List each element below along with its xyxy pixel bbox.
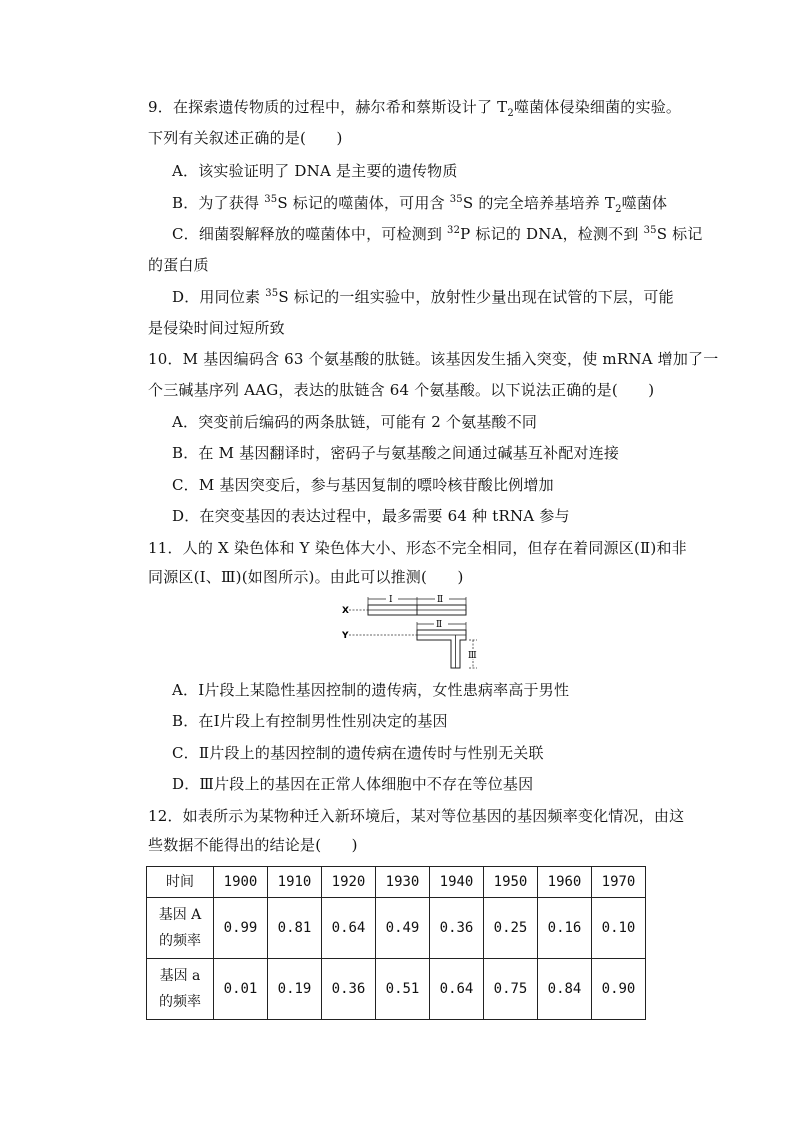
table-cell: 0.84 bbox=[538, 959, 592, 1020]
q10-stem-line2: 个三碱基序列 AAG，表达的肽链含 64 个氨基酸。以下说法正确的是( ) bbox=[148, 381, 655, 399]
q11-stem-line1: 11．人的 X 染色体和 Y 染色体大小、形态不完全相同，但存在着同源区(Ⅱ)和非 bbox=[148, 539, 687, 557]
q10-option-a: A．突变前后编码的两条肽链，可能有 2 个氨基酸不同 bbox=[172, 413, 538, 431]
table-cell: 0.75 bbox=[484, 959, 538, 1020]
row-label-gene-a: 基因 a 的频率 bbox=[147, 959, 214, 1020]
table-header-row bbox=[147, 867, 646, 898]
header-year-cell: 1930 bbox=[376, 867, 430, 898]
header-year-cell: 1900 bbox=[214, 867, 268, 898]
table-cell: 0.36 bbox=[322, 959, 376, 1020]
q11-option-b: B．在Ⅰ片段上有控制男性性别决定的基因 bbox=[172, 712, 448, 730]
q9-option-d-cont: 是侵染时间过短所致 bbox=[148, 319, 285, 337]
table-cell: 0.01 bbox=[214, 959, 268, 1020]
header-year-cell: 1970 bbox=[592, 867, 646, 898]
header-year-cell: 1940 bbox=[430, 867, 484, 898]
q11-option-a: A．Ⅰ片段上某隐性基因控制的遗传病，女性患病率高于男性 bbox=[172, 681, 570, 699]
table-cell: 0.16 bbox=[538, 898, 592, 959]
table-cell: 0.19 bbox=[268, 959, 322, 1020]
table-cell: 0.99 bbox=[214, 898, 268, 959]
y-chromosome bbox=[417, 630, 466, 668]
q10-option-b: B．在 M 基因翻译时，密码子与氨基酸之间通过碱基互补配对连接 bbox=[172, 444, 620, 462]
q11-option-d: D．Ⅲ片段上的基因在正常人体细胞中不存在等位基因 bbox=[172, 775, 534, 793]
table-cell: 0.64 bbox=[322, 898, 376, 959]
q10-stem-line1: 10．M 基因编码含 63 个氨基酸的肽链。该基因发生插入突变，使 mRNA 增加了一 bbox=[148, 350, 719, 368]
q9-option-a: A．该实验证明了 DNA 是主要的遗传物质 bbox=[172, 162, 458, 180]
header-year-cell: 1960 bbox=[538, 867, 592, 898]
y-segment-3-label: Ⅲ bbox=[468, 651, 477, 661]
q10-option-c: C．M 基因突变后，参与基因复制的嘌呤核苷酸比例增加 bbox=[172, 476, 554, 494]
q12-stem-line1: 12．如表所示为某物种迁入新环境后，某对等位基因的基因频率变化情况，由这 bbox=[148, 807, 685, 825]
table-cell: 0.36 bbox=[430, 898, 484, 959]
q9-option-b: B．为了获得 $^{35}$S 标记的噬菌体，可用含 $^{35}$S 的完全培养基培养 $T_2$噬菌体 bbox=[172, 194, 668, 215]
header-year-cell: 1920 bbox=[322, 867, 376, 898]
header-year-cell: 1950 bbox=[484, 867, 538, 898]
table-row-gene-a bbox=[147, 959, 646, 1020]
x-segment-2-label: Ⅱ bbox=[437, 595, 444, 605]
table-cell: 0.81 bbox=[268, 898, 322, 959]
row-label-gene-A: 基因 A 的频率 bbox=[147, 898, 214, 959]
y-segment-2-label: Ⅱ bbox=[436, 620, 443, 630]
table-cell: 0.10 bbox=[592, 898, 646, 959]
header-year-cell: 1910 bbox=[268, 867, 322, 898]
x-label: X bbox=[342, 606, 349, 616]
q10-option-d: D．在突变基因的表达过程中，最多需要 64 种 tRNA 参与 bbox=[172, 507, 570, 525]
table-row-gene-A bbox=[147, 898, 646, 959]
gene-frequency-table bbox=[146, 866, 646, 1020]
q9-option-c: C．细菌裂解释放的噬菌体中，可检测到 $^{32}$P 标记的 DNA，检测不到 $^{35}$S 标记 bbox=[172, 225, 703, 243]
header-time-cell: 时间 bbox=[147, 867, 214, 898]
x-segment-1-label: Ⅰ bbox=[389, 595, 393, 605]
q9-option-c-cont: 的蛋白质 bbox=[148, 256, 209, 274]
q11-option-c: C．Ⅱ片段上的基因控制的遗传病在遗传时与性别无关联 bbox=[172, 744, 544, 762]
table-cell: 0.25 bbox=[484, 898, 538, 959]
xy-chromosome-diagram bbox=[336, 588, 486, 670]
table-cell: 0.90 bbox=[592, 959, 646, 1020]
q9-option-d: D．用同位素 $^{35}$S 标记的一组实验中，放射性少量出现在试管的下层，可能 bbox=[172, 288, 674, 306]
q9-stem-line2: 下列有关叙述正确的是( ) bbox=[148, 129, 343, 147]
table-cell: 0.49 bbox=[376, 898, 430, 959]
table-cell: 0.64 bbox=[430, 959, 484, 1020]
q11-stem-line2: 同源区(Ⅰ、Ⅲ)(如图所示)。由此可以推测( ) bbox=[148, 568, 464, 586]
table-cell: 0.51 bbox=[376, 959, 430, 1020]
q9-stem-line1: 9．在探索遗传物质的过程中，赫尔希和蔡斯设计了 $T_2$噬菌体侵染细菌的实验。 bbox=[148, 98, 682, 119]
q12-stem-line2: 些数据不能得出的结论是( ) bbox=[148, 836, 358, 854]
y-label: Y bbox=[342, 631, 349, 641]
